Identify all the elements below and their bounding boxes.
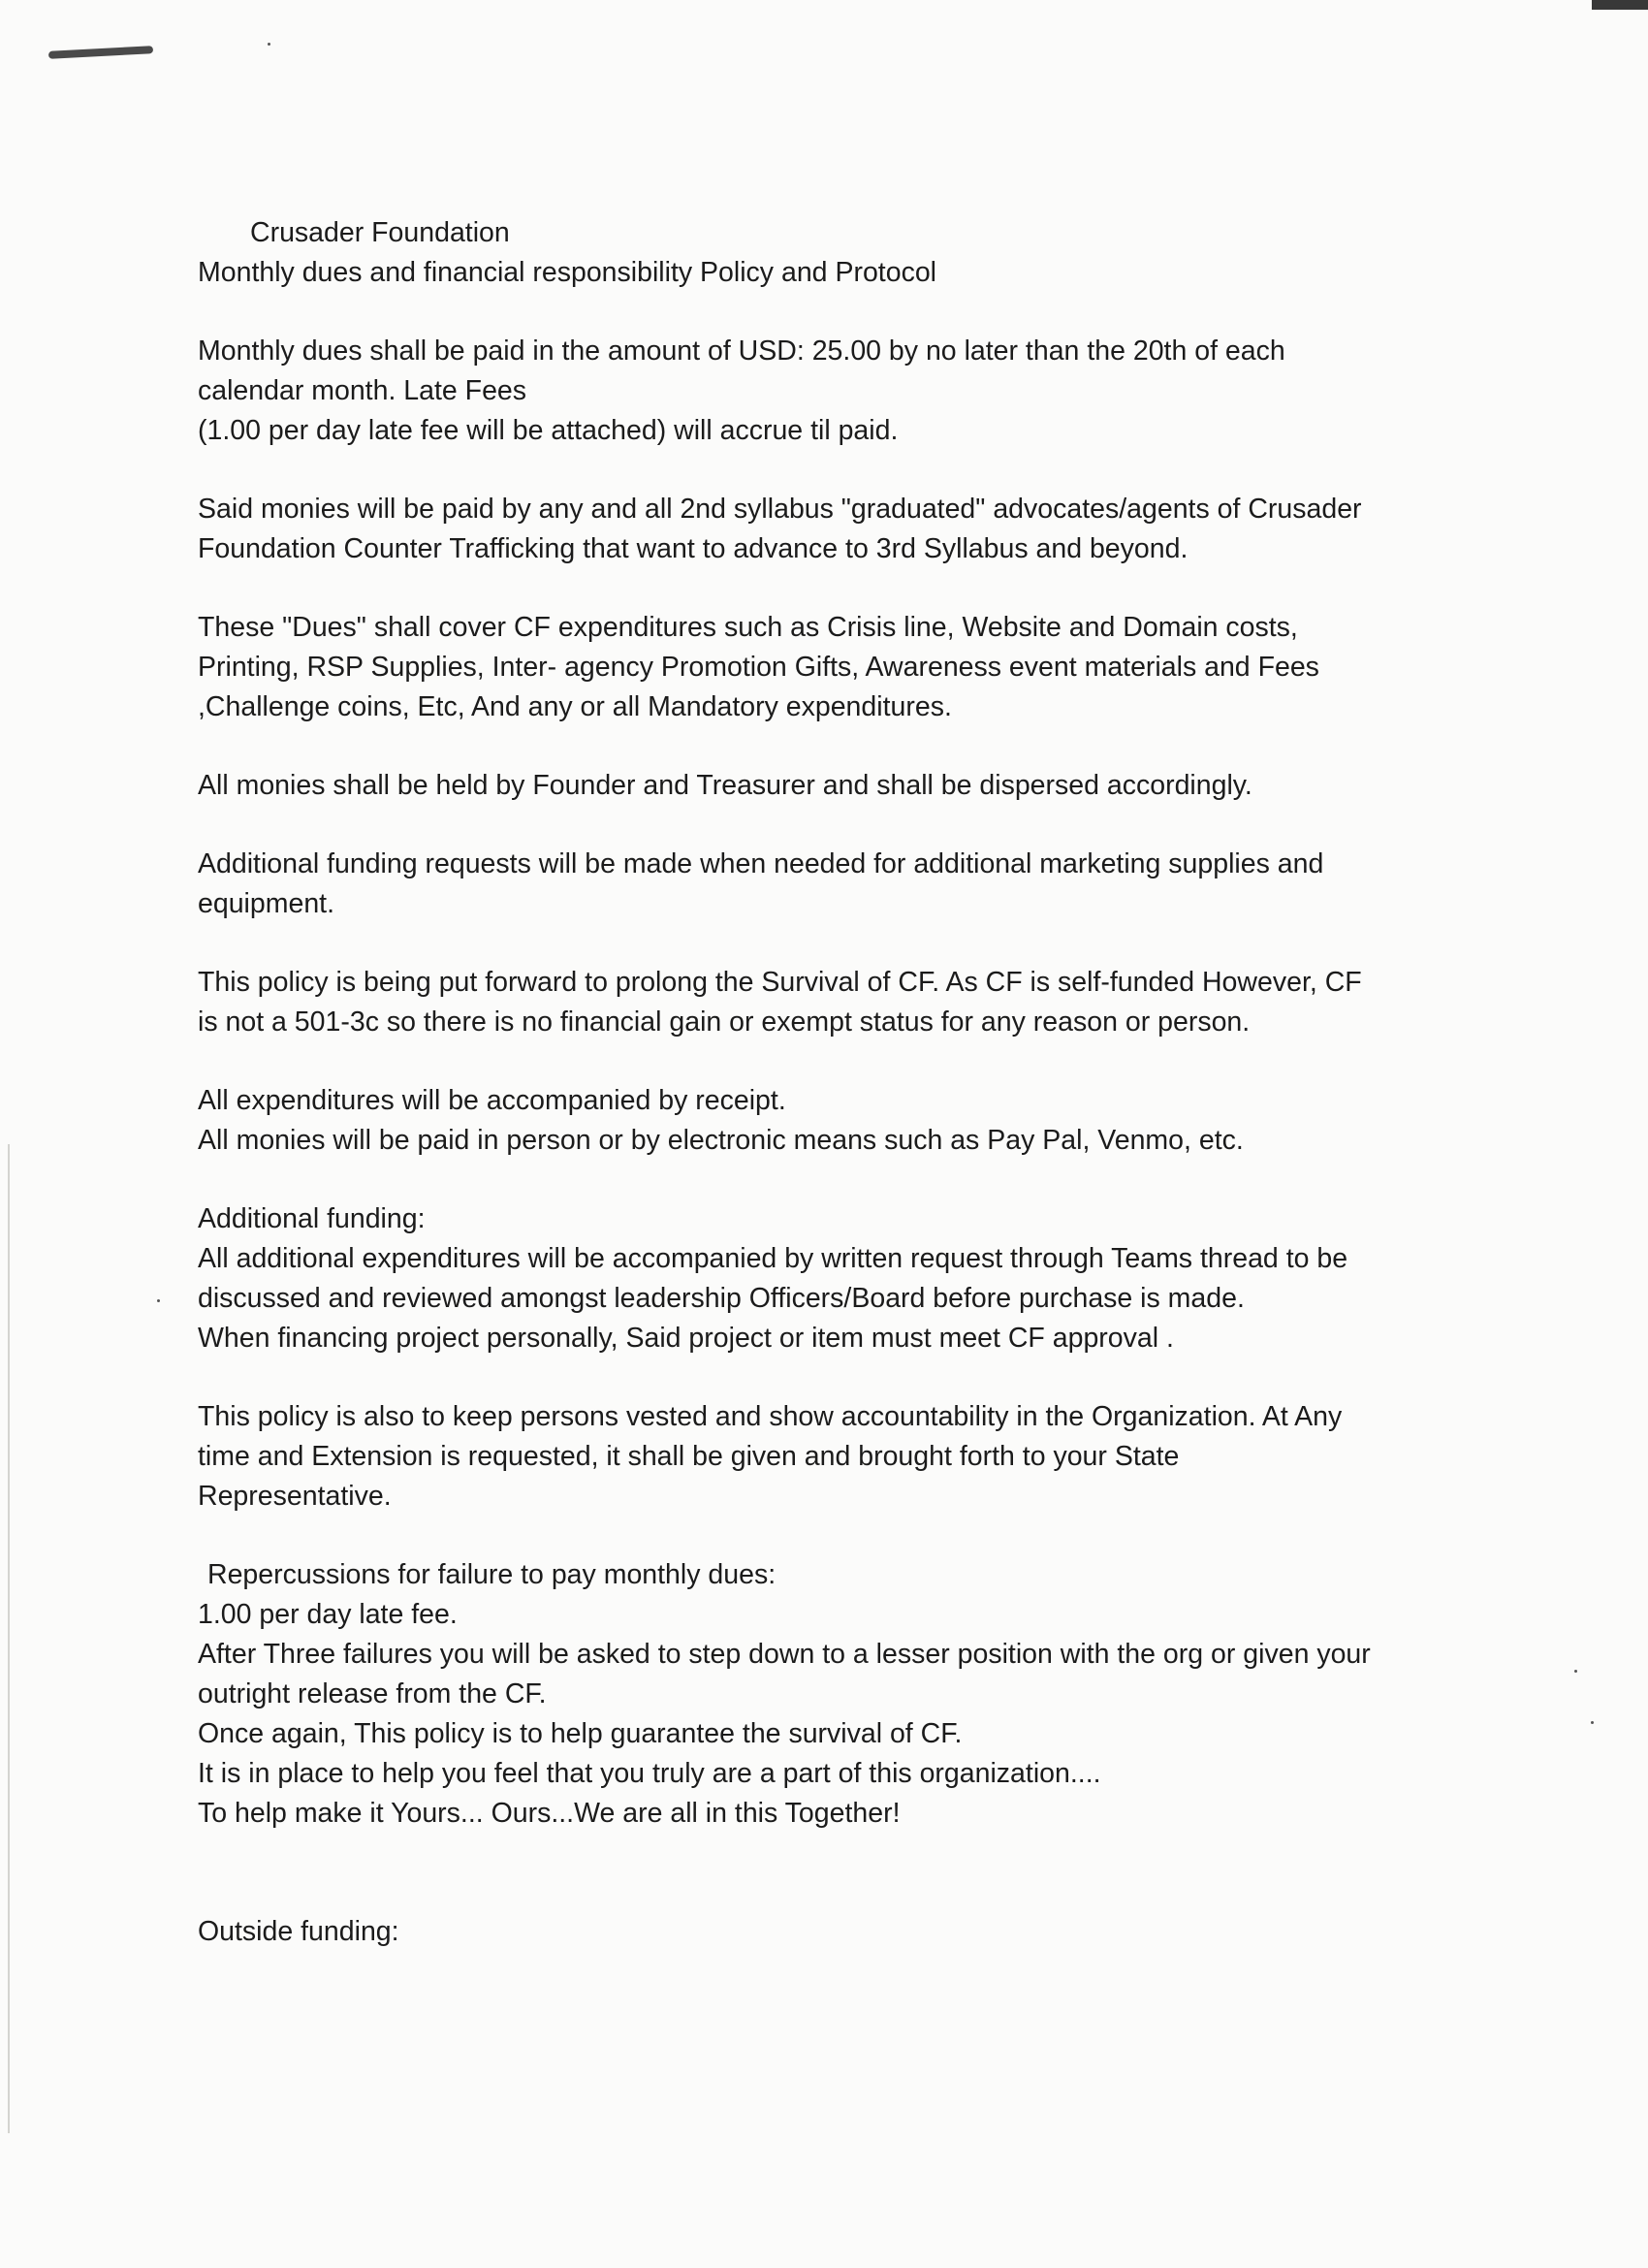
text-line: ,Challenge coins, Etc, And any or all Mandatory expenditures. [198,691,952,722]
text-line: Monthly dues shall be paid in the amount of USD: 25.00 by no later than the 20th of each [198,335,1285,367]
paragraph-purpose [198,963,1497,1042]
text-line: (1.00 per day late fee will be attached) will accrue til paid. [198,415,899,446]
text-line: Once again, This policy is to help guarantee the survival of CF. [198,1718,963,1749]
text-line: discussed and reviewed amongst leadership Officers/Board before purchase is made. [198,1283,1245,1314]
text-line: is not a 501-3c so there is no financial gain or exempt status for any reason or person. [198,1006,1251,1038]
document-title: Monthly dues and financial responsibility Policy and Protocol [198,257,936,288]
text-line: This policy is also to keep persons vested and show accountability in the Organization. At Any [198,1401,1343,1432]
paragraph-receipts [198,1081,1497,1161]
document-header [198,213,1497,293]
scan-speck [1591,1721,1594,1724]
text-line: All monies shall be held by Founder and Treasurer and shall be dispersed accordingly. [198,770,1252,801]
paragraph-dues [198,332,1497,451]
text-line: 1.00 per day late fee. [198,1599,458,1630]
section-repercussions [198,1555,1497,1834]
scan-speck [1574,1670,1577,1673]
text-line: All monies will be paid in person or by electronic means such as Pay Pal, Venmo, etc. [198,1125,1244,1156]
section-outside-funding [198,1912,1497,1952]
text-line: Foundation Counter Trafficking that want to advance to 3rd Syllabus and beyond. [198,533,1188,564]
text-line: To help make it Yours... Ours...We are all in this Together! [198,1798,901,1829]
text-line: All additional expenditures will be accompanied by written request through Teams thread to be [198,1243,1348,1274]
text-line: Said monies will be paid by any and all 2nd syllabus "graduated" advocates/agents of Crusader [198,494,1362,525]
org-name: Crusader Foundation [250,217,510,248]
text-line: Representative. [198,1481,392,1512]
scan-edge [8,1144,10,2133]
section-heading: Repercussions for failure to pay monthly dues: [207,1559,776,1590]
section-additional-funding [198,1199,1497,1358]
text-line: After Three failures you will be asked to step down to a lesser position with the org or given your [198,1639,1371,1670]
text-line: This policy is being put forward to prolong the Survival of CF. As CF is self-funded However, CF [198,967,1362,998]
text-line: outright release from the CF. [198,1678,547,1709]
paragraph-accountability [198,1397,1497,1517]
text-line: It is in place to help you feel that you truly are a part of this organization.... [198,1758,1101,1789]
text-line: Printing, RSP Supplies, Inter- agency Promotion Gifts, Awareness event materials and Fees [198,652,1319,683]
paragraph-additional-requests [198,845,1497,924]
text-line: calendar month. Late Fees [198,375,527,406]
scan-mark [48,46,153,59]
scan-speck [268,43,270,46]
scan-mark-corner [1592,0,1648,10]
paragraph-coverage [198,608,1497,727]
scan-speck [157,1299,160,1302]
text-line: All expenditures will be accompanied by receipt. [198,1085,786,1116]
text-line: time and Extension is requested, it shall be given and brought forth to your State [198,1441,1180,1472]
text-line: These "Dues" shall cover CF expenditures such as Crisis line, Website and Domain costs, [198,612,1298,643]
document-body [198,213,1497,1991]
text-line: equipment. [198,888,335,919]
section-heading: Additional funding: [198,1203,426,1234]
paragraph-holding [198,766,1497,806]
text-line: Additional funding requests will be made when needed for additional marketing supplies and [198,848,1324,879]
text-line: When financing project personally, Said project or item must meet CF approval . [198,1323,1174,1354]
paragraph-payers [198,490,1497,569]
section-heading: Outside funding: [198,1916,399,1947]
